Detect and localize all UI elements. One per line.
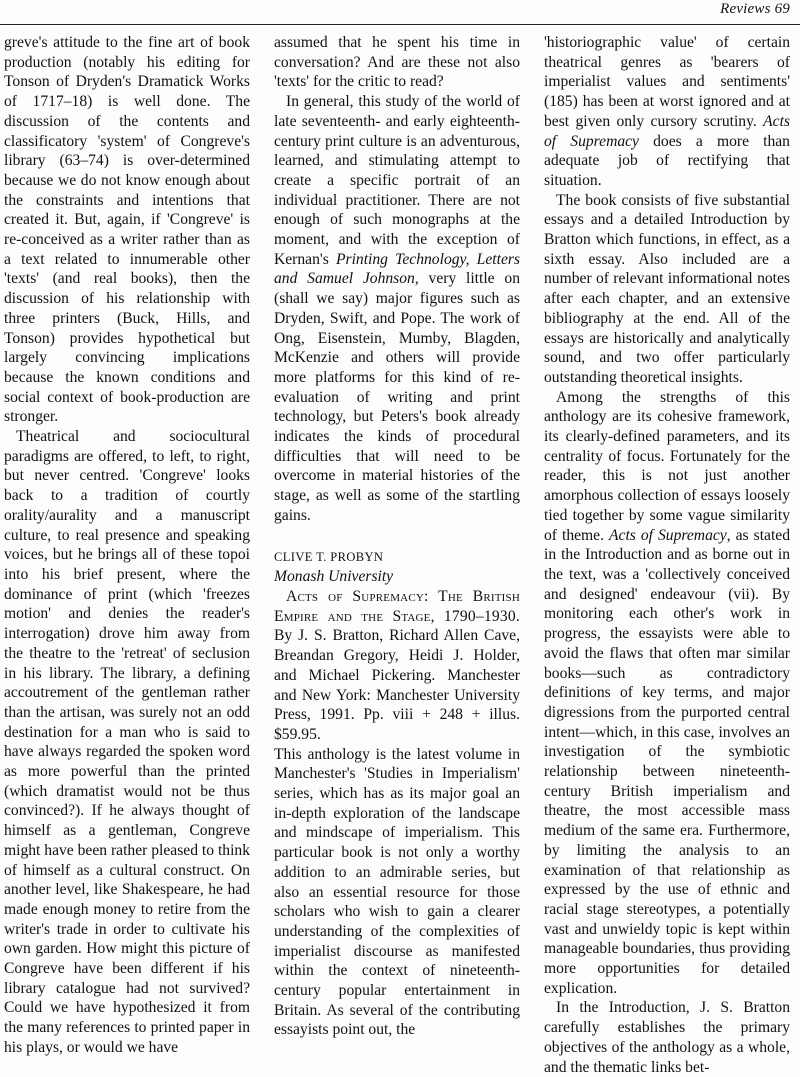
paragraph: assumed that he spent his time in conversation? And are these not also 'texts' for the critic to read? — [274, 34, 520, 91]
book-title-italic: Printing Technology, Letters and Samuel Johnson — [274, 250, 520, 288]
book-title: Acts of Supremacy: The British Empire and the Stage, 1790–1930. — [274, 587, 520, 625]
book-title-italic: Acts of Supremacy — [609, 526, 727, 544]
paragraph: Theatrical and sociocultural paradigms are offered, to left, to right, but never centred. 'Congreve' looks back to a tradition of courtly orality/aurality and a manuscript culture, to real presence and speaking voices, but he brings all of these topoi into his brief present, where the dominance of print (which 'freezes motion' and denies the reader's interrogation) drove him away from the theatre to the 'retreat' of seclusion in his library. The library, a defining accoutrement of the gentleman rather than the artisan, was surely not an odd destination for a man who is said to have always regarded the spoken word as more powerful than the printed (which dramatist would not be thus convinced?). If he always thought of himself as a gentleman, Congreve might have been rather pleased to think of himself as a cultural construct. On another level, like Shakespeare, he had made enough money to retire from the writer's trade in order to cultivate his own garden. How might this picture of Congreve have been different if his library catalogue had not survived? Could we have hypothesized it from the many references to printed paper in his plays, or would we have — [4, 428, 250, 1056]
reviewer-institution: Monash University — [274, 568, 394, 586]
text-column-1 — [4, 33, 250, 1058]
page-header — [0, 0, 800, 25]
paragraph: In the Introduction, J. S. Bratton carefully establishes the primary objectives of the anthology as a whole, and the thematic links bet- — [544, 999, 790, 1076]
text-column-2 — [274, 33, 520, 1040]
paragraph: The book consists of five substantial essays and a detailed Introduction by Bratton which functions, in effect, as a sixth essay. Also included are a number of relevant informational notes after each chapter, and an extensive bibliography at the end. All of the essays are historically and analytically sound, and two offer particularly outstanding theoretical insights. — [544, 191, 790, 386]
paragraph-text: does a more than adequate job of rectifying that situation. — [544, 132, 790, 189]
paragraph-text: In general, this study of the world of late seventeenth- and early eighteenth-century print culture is an adventurous, learned, and stimulating attempt to create a specific portrait of an individual practitioner. There are not enough of such monographs at the moment, and with the exception of Kernan's — [274, 93, 520, 268]
paragraph — [544, 388, 790, 999]
running-head: Reviews 69 — [720, 1, 790, 17]
reviewer-signature — [274, 548, 520, 587]
text-column-3 — [544, 33, 790, 1077]
paragraph-text: 'historiographic value' of certain theatrical genres as 'bearers of imperialist values and sentiments' (185) has been at worst ignored and at best given only cursory scrutiny. — [544, 34, 790, 130]
paragraph-text: , as stated in the Introduction and as borne out in the text, was a 'collectively conceived and designed' endeavour (vii). By monitoring each other's work in progress, the essayists were able to avoid the flaws that often mar similar books—such as contradictory definitions of key terms, and major digressions from the purported central intent—which, in this case, involves an investigation of the symbiotic relationship between nineteenth-century British imperialism and theatre, the most accessible mass medium of the same era. Furthermore, by limiting the analysis to an examination of that relationship as expressed by the use of ethnic and racial stage stereotypes, a potentially vast and unwieldy topic is kept within manageable boundaries, thus providing more opportunities for detailed explication. — [544, 526, 790, 997]
reviewer-name: CLIVE T. PROBYN — [274, 549, 384, 564]
book-heading — [274, 587, 520, 745]
book-title-italic: Acts of Supremacy — [544, 112, 790, 150]
paragraph: This anthology is the latest volume in Manchester's 'Studies in Imperialism' series, which has as its major goal an in-depth exploration of the landscape and mindscape of imperialism. This particular book is not only a worthy addition to an admirable series, but also an essential resource for those scholars who wish to gain a clearer understanding of the complexities of imperialist discourse as manifested within the context of nineteenth-century popular entertainment in Britain. As several of the contributing essayists point out, the — [274, 745, 520, 1039]
book-details: By J. S. Bratton, Richard Allen Cave, Breandan Gregory, Heidi J. Holder, and Michael Pickering. Manchester and New York: Manchester University Press, 1991. Pp. viii + 248 + illus. $59.95. — [274, 627, 520, 743]
paragraph — [274, 92, 520, 525]
paragraph-text: , very little on (shall we say) major figures such as Dryden, Swift, and Pope. The work of Ong, Eisenstein, Mumby, Blagden, McKenzie and others will provide more platforms for this kind of re-evaluation of writing and print technology, but Peters's book already indicates the kinds of procedural difficulties that will need to be overcome in material histories of the stage, as well as some of the startling gains. — [274, 270, 520, 524]
paragraph-text: Among the strengths of this anthology are its cohesive framework, its clearly-defined parameters, and its centrality of focus. Fortunately for the reader, this is not just another amorphous collection of essays loosely tied together by some vague similarity of theme. — [544, 388, 790, 544]
paragraph: greve's attitude to the fine art of book production (notably his editing for Tonson of Dryden's Dramatick Works of 1717–18) is well done. The discussion of the contents and classificatory 'system' of Congreve's library (63–74) is over-determined because we do not know enough about the constraints and intentions that created it. But, again, if 'Congreve' is re-conceived as a writer rather than as a text related to innumerable other 'texts' (and real books), then the discussion of his relationship with three printers (Buck, Hills, and Tonson) provides hypothetical but largely convincing implications because the known conditions and social context of book-production are stronger. — [4, 34, 250, 426]
paragraph — [544, 33, 790, 191]
